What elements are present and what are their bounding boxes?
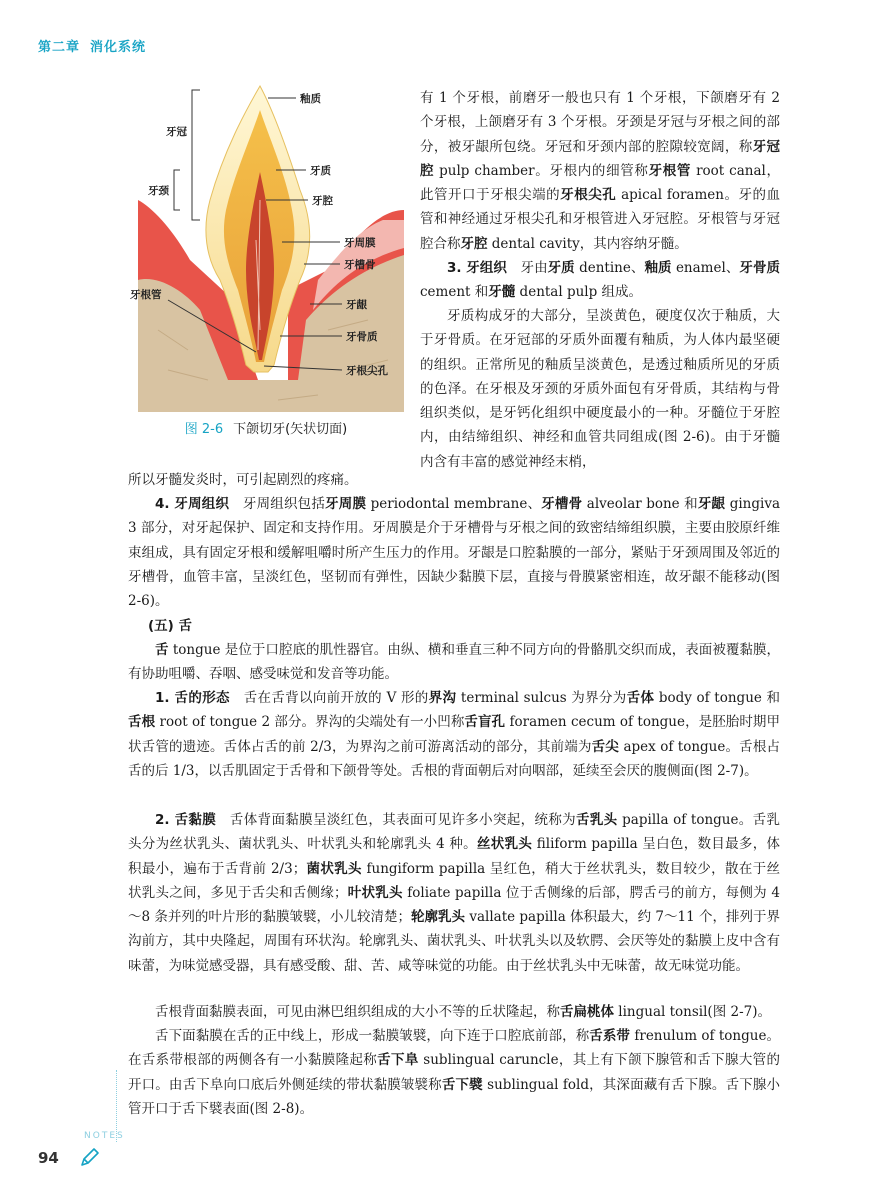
text: 舌体背面黏膜呈淡红色，其表面可见许多小突起，统称为 bbox=[216, 812, 576, 828]
term: 牙槽骨 bbox=[541, 496, 583, 512]
term: 牙根管 bbox=[648, 162, 692, 179]
text: enamel、 bbox=[671, 260, 740, 276]
figure-caption bbox=[128, 418, 404, 437]
caption-text: 下颌切牙(矢状切面) bbox=[233, 422, 348, 437]
term: 牙周膜 bbox=[325, 496, 367, 512]
term: 舌扁桃体 bbox=[560, 1004, 614, 1020]
label-enamel: 釉质 bbox=[300, 93, 321, 105]
label-cavity: 牙腔 bbox=[312, 195, 333, 207]
chapter-number: 第二章 bbox=[38, 40, 81, 55]
term: 牙冠腔 bbox=[420, 138, 781, 179]
text: tongue 是位于口腔底的肌性器官。由纵、横和垂直三种不同方向的骨骼肌交织而成，表面被覆黏膜，有协助咀嚼、吞咽、感受味觉和发音等功能。 bbox=[128, 642, 781, 683]
notes-label: NOTES bbox=[84, 1131, 125, 1141]
text: alveolar bone 和 bbox=[582, 496, 698, 512]
text: dental cavity，其内容纳牙髓。 bbox=[487, 235, 688, 252]
term: 界沟 bbox=[428, 690, 457, 706]
paragraph-dentine-end: 所以牙髓发炎时，可引起剧烈的疼痛。 bbox=[128, 472, 358, 488]
text: 牙周组织包括 bbox=[229, 496, 326, 512]
term: 菌状乳头 bbox=[306, 860, 362, 877]
text: sublingual fold，其深面藏有舌下腺。舌下腺小管开口于舌下襞表面(图 2-8)。 bbox=[128, 1076, 781, 1117]
text: terminal sulcus 为界分为 bbox=[456, 690, 627, 706]
term: 釉质 bbox=[644, 260, 672, 276]
chapter-title: 消化系统 bbox=[90, 40, 147, 55]
paragraph-roots bbox=[420, 86, 780, 256]
term: 舌尖 bbox=[591, 738, 619, 755]
text: apical foramen。牙的血管和神经通过牙根尖孔和牙根管进入牙冠腔。牙根管与牙冠腔合称 bbox=[420, 187, 781, 252]
label-root-canal: 牙根管 bbox=[130, 289, 162, 301]
term: 舌体 bbox=[626, 690, 655, 706]
text: lingual tonsil(图 2-7)。 bbox=[614, 1004, 771, 1020]
term: 舌根 bbox=[128, 714, 156, 731]
term: 丝状乳头 bbox=[476, 836, 533, 853]
term: 舌下阜 bbox=[377, 1052, 419, 1069]
term: 牙腔 bbox=[460, 235, 488, 252]
term: 牙质 bbox=[547, 260, 575, 276]
text: apex of tongue。舌根占舌的后 1/3，以舌肌固定于舌骨和下颌骨等处。舌根的背面朝后对向咽部，延续至会厌的腹侧面(图 2-7)。 bbox=[128, 738, 781, 779]
text: 舌根背面黏膜表面，可见由淋巴组织组成的大小不等的丘状隆起，称 bbox=[155, 1004, 560, 1020]
term: 舌盲孔 bbox=[464, 714, 506, 731]
paragraph-tongue-intro bbox=[128, 638, 780, 687]
paragraph-tooth-tissue bbox=[420, 256, 780, 305]
text: body of tongue 和 bbox=[654, 690, 780, 706]
text: papilla of tongue。舌乳头分为丝状乳头、菌状乳头、叶状乳头和轮廓乳头 4 种。 bbox=[128, 812, 780, 853]
term: 牙髓 bbox=[488, 284, 516, 301]
paragraph-dentine: 牙质构成牙的大部分，呈淡黄色，硬度仅次于釉质，大于牙骨质。在牙冠部的牙质外面覆有釉质，为人体内最坚硬的组织。正常所见的釉质呈淡黄色，是透过釉质所见的牙质的色泽。在牙根及牙颈的牙质外面包有牙骨质，其结构与骨组织类似，是牙钙化组织中硬度最小的一种。牙髓位于牙腔内，由结缔组织、神经和血管共同组成(图 2-6)。由于牙髓内含有丰富的感觉神经末梢， bbox=[420, 308, 780, 470]
text: gingiva 3 部分，对牙起保护、固定和支持作用。牙周膜是介于牙槽骨与牙根之间的致密结缔组织膜，主要由胶原纤维束组成，具有固定牙根和缓解咀嚼时所产生压力的作用。牙龈是口腔黏膜的一部分，紧贴于牙颈周围及邻近的牙槽骨，血管丰富，呈淡红色，坚韧而有弹性，因缺少黏膜下层，直接与骨膜紧密相连，故牙龈不能移动(图 2-6)。 bbox=[128, 496, 781, 610]
label-alveolar: 牙槽骨 bbox=[344, 259, 376, 271]
pencil-icon bbox=[78, 1147, 100, 1169]
term: 舌乳头 bbox=[576, 812, 618, 828]
caption-number: 图 2-6 bbox=[184, 422, 224, 437]
subheading: 4. 牙周组织 bbox=[155, 496, 230, 512]
text: 舌在舌背以向前开放的 V 形的 bbox=[229, 690, 429, 706]
text: 牙由 bbox=[506, 260, 548, 276]
label-cementum: 牙骨质 bbox=[346, 331, 378, 343]
text: dental pulp 组成。 bbox=[515, 284, 643, 301]
paragraph-periodontal bbox=[128, 492, 780, 613]
subheading: 3. 牙组织 bbox=[447, 260, 507, 276]
tooth-figure bbox=[128, 80, 404, 412]
term: 轮廓乳头 bbox=[411, 909, 466, 926]
tooth-illustration bbox=[128, 80, 404, 412]
subheading: 2. 舌黏膜 bbox=[155, 812, 217, 828]
text: root canal，此管开口于牙根尖端的 bbox=[420, 162, 781, 204]
label-neck: 牙颈 bbox=[148, 185, 169, 197]
paragraph-lingual-tonsil bbox=[128, 1000, 780, 1024]
term: 舌 bbox=[155, 642, 169, 658]
text: 有 1 个牙根，前磨牙一般也只有 1 个牙根，下颌磨牙有 2 个牙根，上颌磨牙有 3 个牙根。牙颈是牙冠与牙根之间的部分，被牙龈所包绕。牙冠和牙颈内部的腔隙较宽阔，称 bbox=[420, 90, 780, 155]
text: pulp chamber。牙根内的细管称 bbox=[434, 162, 649, 179]
label-pdl: 牙周膜 bbox=[344, 237, 376, 249]
text: filiform papilla 呈白色，数目最多，体积最小，遍布于舌背前 2/3； bbox=[128, 836, 780, 877]
text: dentine、 bbox=[574, 260, 645, 276]
term: 舌下襞 bbox=[441, 1076, 483, 1093]
text: root of tongue 2 部分。界沟的尖端处有一小凹称 bbox=[155, 714, 465, 731]
paragraph-tongue-mucosa bbox=[128, 808, 780, 978]
paragraph-tongue-shape bbox=[128, 686, 780, 783]
label-apical: 牙根尖孔 bbox=[346, 365, 388, 377]
text: fungiform papilla 呈红色，稍大于丝状乳头，数目较少，散在于丝状乳头之间，多见于舌尖和舌侧缘； bbox=[128, 860, 780, 901]
text: sublingual caruncle，其上有下颌下腺管和舌下腺大管的开口。由舌下阜向口底后外侧延续的带状黏膜皱襞称 bbox=[128, 1052, 781, 1093]
text: frenulum of tongue。在舌系带根部的两侧各有一小黏膜隆起称 bbox=[128, 1028, 780, 1069]
section-heading-tongue: (五) 舌 bbox=[148, 618, 193, 634]
term: 牙根尖孔 bbox=[560, 187, 617, 204]
page-number: 94 bbox=[38, 1149, 59, 1167]
text: 舌下面黏膜在舌的正中线上，形成一黏膜皱襞，向下连于口腔底前部，称 bbox=[155, 1028, 590, 1044]
term: 叶状乳头 bbox=[347, 884, 403, 901]
text: foramen cecum of tongue，是胚胎时期甲状舌管的遗迹。舌体占舌的前 2/3，为界沟之前可游离活动的部分，其前端为 bbox=[128, 714, 780, 755]
text: vallate papilla 体积最大，约 7～11 个，排列于界沟前方，其中央隆起，周围有环状沟。轮廓乳头、菌状乳头、叶状乳头以及软腭、会厌等处的黏膜上皮中含有味蕾，为味觉感受器，具有感受酸、甜、苦、咸等味觉的功能。由于丝状乳头中无味蕾，故无味觉功能。 bbox=[128, 909, 780, 974]
text: periodontal membrane、 bbox=[366, 496, 542, 512]
term: 牙龈 bbox=[697, 496, 726, 512]
text: cement 和 bbox=[420, 284, 489, 301]
paragraph-frenulum bbox=[128, 1024, 780, 1121]
term: 舌系带 bbox=[589, 1028, 630, 1044]
chapter-header bbox=[38, 36, 146, 55]
label-crown: 牙冠 bbox=[166, 126, 187, 138]
term: 牙骨质 bbox=[739, 260, 781, 276]
subheading: 1. 舌的形态 bbox=[155, 690, 230, 706]
label-gingiva: 牙龈 bbox=[346, 299, 367, 311]
text: foliate papilla 位于舌侧缘的后部，腭舌弓的前方，每侧为 4～8 条并列的叶片形的黏膜皱襞，小儿较清楚； bbox=[128, 884, 781, 926]
label-dentine: 牙质 bbox=[310, 165, 331, 177]
